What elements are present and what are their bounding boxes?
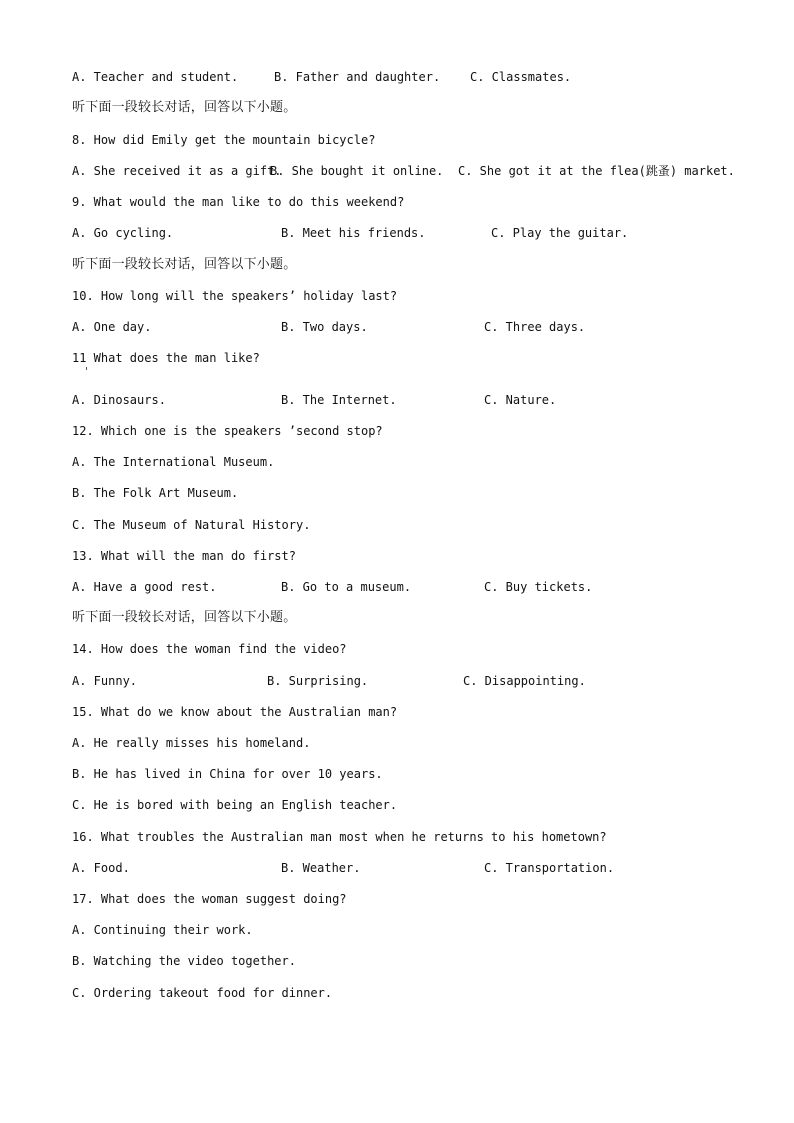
q17-option-a: A. Continuing their work. bbox=[72, 923, 253, 937]
q16-option-c: C. Transportation. bbox=[484, 861, 615, 875]
q13-option-c: C. Buy tickets. bbox=[484, 580, 593, 594]
q11-option-a: A. Dinosaurs. bbox=[72, 393, 166, 407]
stray-mark bbox=[86, 367, 87, 370]
q7-option-a: A. Teacher and student. bbox=[72, 70, 239, 84]
q14-option-a: A. Funny. bbox=[72, 674, 138, 688]
q9-options-row bbox=[72, 224, 732, 242]
q10-question: 10. How long will the speakers’ holiday last? bbox=[72, 289, 398, 303]
q15-option-a: A. He really misses his homeland. bbox=[72, 736, 311, 750]
q15-option-b: B. He has lived in China for over 10 years. bbox=[72, 767, 383, 781]
q13-option-b: B. Go to a museum. bbox=[281, 580, 412, 594]
q8-option-a: A. She received it as a gift. bbox=[72, 164, 282, 178]
q11-question: 11 What does the man like? bbox=[72, 351, 260, 365]
q14-options-row bbox=[72, 672, 732, 690]
q8-option-b: B. She bought it online. bbox=[270, 164, 444, 178]
q16-options-row bbox=[72, 859, 732, 877]
q7-option-b: B. Father and daughter. bbox=[274, 70, 441, 84]
q11-option-b: B. The Internet. bbox=[281, 393, 397, 407]
q16-option-b: B. Weather. bbox=[281, 861, 361, 875]
section-heading: 听下面一段较长对话，回答以下小题。 bbox=[72, 257, 297, 272]
q10-options-row bbox=[72, 318, 732, 336]
q13-question: 13. What will the man do first? bbox=[72, 549, 296, 563]
q17-question: 17. What does the woman suggest doing? bbox=[72, 892, 347, 906]
q12-option-a: A. The International Museum. bbox=[72, 455, 275, 469]
q16-option-a: A. Food. bbox=[72, 861, 130, 875]
q11-options-row bbox=[72, 391, 732, 409]
q15-question: 15. What do we know about the Australian man? bbox=[72, 705, 398, 719]
q8-options-row bbox=[72, 162, 735, 180]
q16-question: 16. What troubles the Australian man most when he returns to his hometown? bbox=[72, 830, 607, 844]
q7-options-row bbox=[72, 68, 732, 86]
q11-option-c: C. Nature. bbox=[484, 393, 557, 407]
q7-option-c: C. Classmates. bbox=[470, 70, 572, 84]
q9-option-b: B. Meet his friends. bbox=[281, 226, 426, 240]
q9-option-a: A. Go cycling. bbox=[72, 226, 174, 240]
q14-question: 14. How does the woman find the video? bbox=[72, 642, 347, 656]
section-heading: 听下面一段较长对话，回答以下小题。 bbox=[72, 610, 297, 625]
q12-question: 12. Which one is the speakers ’second stop? bbox=[72, 424, 383, 438]
q13-options-row bbox=[72, 578, 732, 596]
q17-option-c: C. Ordering takeout food for dinner. bbox=[72, 986, 333, 1000]
q8-option-c: C. She got it at the flea(跳蚤) market. bbox=[458, 164, 735, 178]
q10-option-b: B. Two days. bbox=[281, 320, 368, 334]
q15-option-c: C. He is bored with being an English teacher. bbox=[72, 798, 398, 812]
q10-option-a: A. One day. bbox=[72, 320, 152, 334]
q14-option-c: C. Disappointing. bbox=[463, 674, 586, 688]
q9-option-c: C. Play the guitar. bbox=[491, 226, 629, 240]
q13-option-a: A. Have a good rest. bbox=[72, 580, 217, 594]
q10-option-c: C. Three days. bbox=[484, 320, 586, 334]
q12-option-c: C. The Museum of Natural History. bbox=[72, 518, 311, 532]
q12-option-b: B. The Folk Art Museum. bbox=[72, 486, 239, 500]
q14-option-b: B. Surprising. bbox=[267, 674, 369, 688]
section-heading: 听下面一段较长对话，回答以下小题。 bbox=[72, 100, 297, 115]
q9-question: 9. What would the man like to do this weekend? bbox=[72, 195, 405, 209]
q8-question: 8. How did Emily get the mountain bicycle? bbox=[72, 133, 376, 147]
q17-option-b: B. Watching the video together. bbox=[72, 954, 296, 968]
